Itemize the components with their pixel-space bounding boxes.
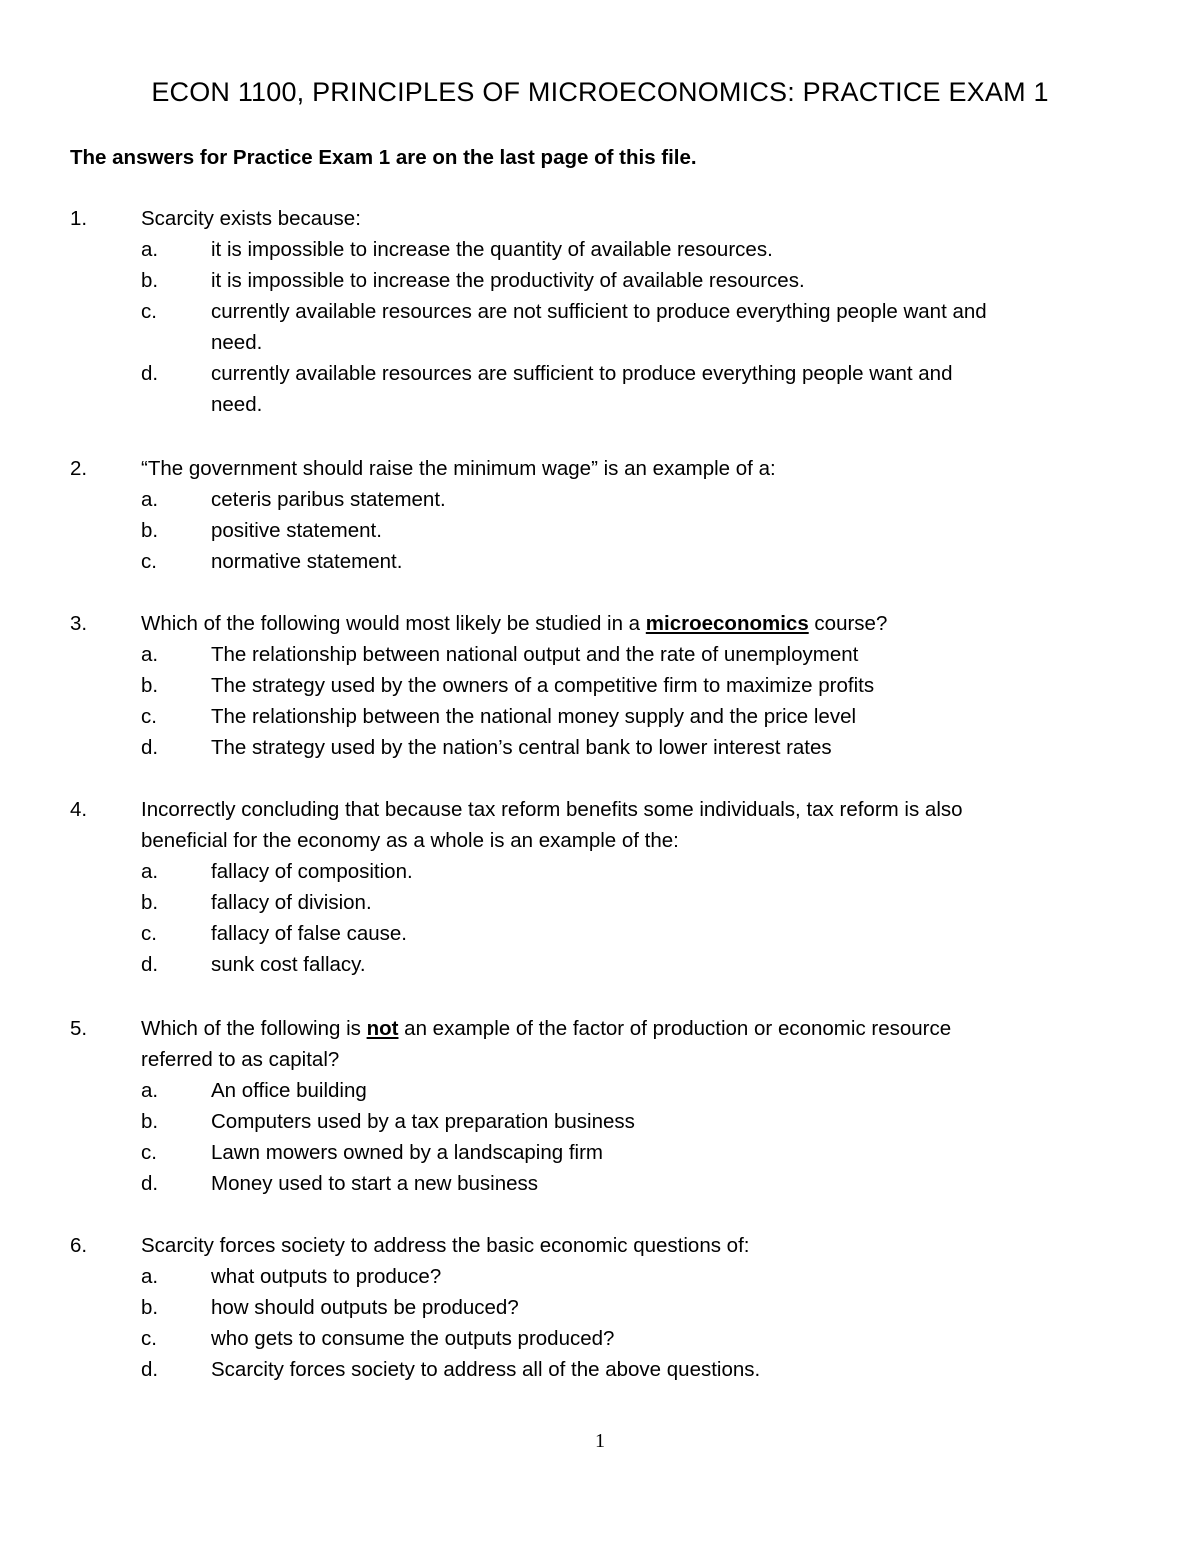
- option-b: [70, 515, 1130, 546]
- question-1: [70, 203, 1130, 420]
- option-letter: d.: [141, 953, 159, 976]
- option-text: The relationship between the national money supply and the price level: [211, 705, 857, 728]
- question-number: 6.: [70, 1234, 88, 1257]
- option-text: normative statement.: [211, 550, 403, 573]
- question-stem: Scarcity exists because:: [141, 207, 361, 230]
- question-3: [70, 608, 1130, 763]
- option-text: sunk cost fallacy.: [211, 953, 366, 976]
- question-number: 4.: [70, 798, 88, 821]
- question-5: [70, 1013, 1130, 1199]
- question-stem: “The government should raise the minimum wage” is an example of a:: [141, 457, 776, 480]
- option-d: [70, 1354, 1130, 1385]
- option-letter: a.: [141, 1265, 159, 1288]
- option-letter: c.: [141, 922, 157, 945]
- option-c: [70, 1137, 1130, 1168]
- option-d: [70, 358, 1130, 389]
- option-letter: b.: [141, 1296, 159, 1319]
- question-6: [70, 1230, 1130, 1385]
- option-letter: b.: [141, 1110, 159, 1133]
- option-text: who gets to consume the outputs produced?: [211, 1327, 615, 1350]
- option-letter: a.: [141, 488, 159, 511]
- option-text: The relationship between national output and the rate of unemployment: [211, 643, 859, 666]
- option-d: [70, 949, 1130, 980]
- question-number: 1.: [70, 207, 88, 230]
- option-letter: c.: [141, 550, 157, 573]
- option-c: [70, 296, 1130, 327]
- option-text: fallacy of composition.: [211, 860, 413, 883]
- option-text: it is impossible to increase the quantity of available resources.: [211, 238, 773, 261]
- question-2: [70, 453, 1130, 577]
- page-number: 1: [595, 1430, 605, 1452]
- option-text: Scarcity forces society to address all of the above questions.: [211, 1358, 761, 1381]
- option-letter: d.: [141, 1358, 159, 1381]
- option-letter: a.: [141, 860, 159, 883]
- option-b: [70, 1292, 1130, 1323]
- option-letter: d.: [141, 736, 159, 759]
- emphasized-word: not: [366, 1017, 399, 1040]
- option-text: The strategy used by the owners of a competitive firm to maximize profits: [211, 674, 875, 697]
- question-stem: Incorrectly concluding that because tax reform benefits some individuals, tax reform is also: [141, 798, 963, 821]
- option-letter: c.: [141, 300, 157, 323]
- option-d: [70, 732, 1130, 763]
- option-d: [70, 1168, 1130, 1199]
- option-letter: d.: [141, 1172, 159, 1195]
- stem-text: Which of the following would most likely be studied in a: [141, 612, 646, 635]
- option-text: ceteris paribus statement.: [211, 488, 446, 511]
- question-4: [70, 794, 1130, 980]
- option-text: how should outputs be produced?: [211, 1296, 519, 1319]
- option-letter: c.: [141, 705, 157, 728]
- question-stem-continued: referred to as capital?: [141, 1048, 340, 1071]
- option-letter: b.: [141, 269, 159, 292]
- option-b: [70, 887, 1130, 918]
- stem-text: Which of the following is: [141, 1017, 367, 1040]
- option-c: [70, 1323, 1130, 1354]
- question-stem: [141, 608, 887, 639]
- option-text: currently available resources are sufficient to produce everything people want and: [211, 362, 953, 385]
- exam-title: ECON 1100, PRINCIPLES OF MICROECONOMICS: PRACTICE EXAM 1: [151, 77, 1049, 107]
- option-text-continued: need.: [211, 393, 263, 416]
- option-text: Money used to start a new business: [211, 1172, 539, 1195]
- question-stem: [141, 1013, 951, 1044]
- option-a: [70, 639, 1130, 670]
- answers-note: The answers for Practice Exam 1 are on the last page of this file.: [70, 146, 697, 169]
- option-text: Computers used by a tax preparation business: [211, 1110, 635, 1133]
- option-a: [70, 1261, 1130, 1292]
- stem-text: an example of the factor of production or economic resource: [398, 1017, 952, 1040]
- option-letter: a.: [141, 1079, 159, 1102]
- question-number: 2.: [70, 457, 88, 480]
- question-number: 3.: [70, 612, 88, 635]
- option-text: The strategy used by the nation’s central bank to lower interest rates: [211, 736, 832, 759]
- option-letter: c.: [141, 1327, 157, 1350]
- option-letter: b.: [141, 519, 159, 542]
- option-text: what outputs to produce?: [211, 1265, 442, 1288]
- option-letter: b.: [141, 674, 159, 697]
- option-text-continued: need.: [211, 331, 263, 354]
- option-text: fallacy of division.: [211, 891, 372, 914]
- option-text: fallacy of false cause.: [211, 922, 407, 945]
- question-stem: Scarcity forces society to address the basic economic questions of:: [141, 1234, 750, 1257]
- option-letter: b.: [141, 891, 159, 914]
- option-text: currently available resources are not sufficient to produce everything people want and: [211, 300, 987, 323]
- option-text: An office building: [211, 1079, 367, 1102]
- option-letter: a.: [141, 643, 159, 666]
- option-c: [70, 701, 1130, 732]
- option-b: [70, 670, 1130, 701]
- question-stem-continued: beneficial for the economy as a whole is an example of the:: [141, 829, 679, 852]
- option-text: it is impossible to increase the productivity of available resources.: [211, 269, 805, 292]
- option-text: positive statement.: [211, 519, 382, 542]
- option-b: [70, 265, 1130, 296]
- option-c: [70, 546, 1130, 577]
- option-a: [70, 856, 1130, 887]
- option-c: [70, 918, 1130, 949]
- option-a: [70, 484, 1130, 515]
- option-text: Lawn mowers owned by a landscaping firm: [211, 1141, 603, 1164]
- option-a: [70, 1075, 1130, 1106]
- option-letter: a.: [141, 238, 159, 261]
- question-number: 5.: [70, 1017, 88, 1040]
- option-a: [70, 234, 1130, 265]
- option-letter: c.: [141, 1141, 157, 1164]
- emphasized-word: microeconomics: [645, 612, 809, 635]
- option-letter: d.: [141, 362, 159, 385]
- option-b: [70, 1106, 1130, 1137]
- stem-text: course?: [808, 612, 888, 635]
